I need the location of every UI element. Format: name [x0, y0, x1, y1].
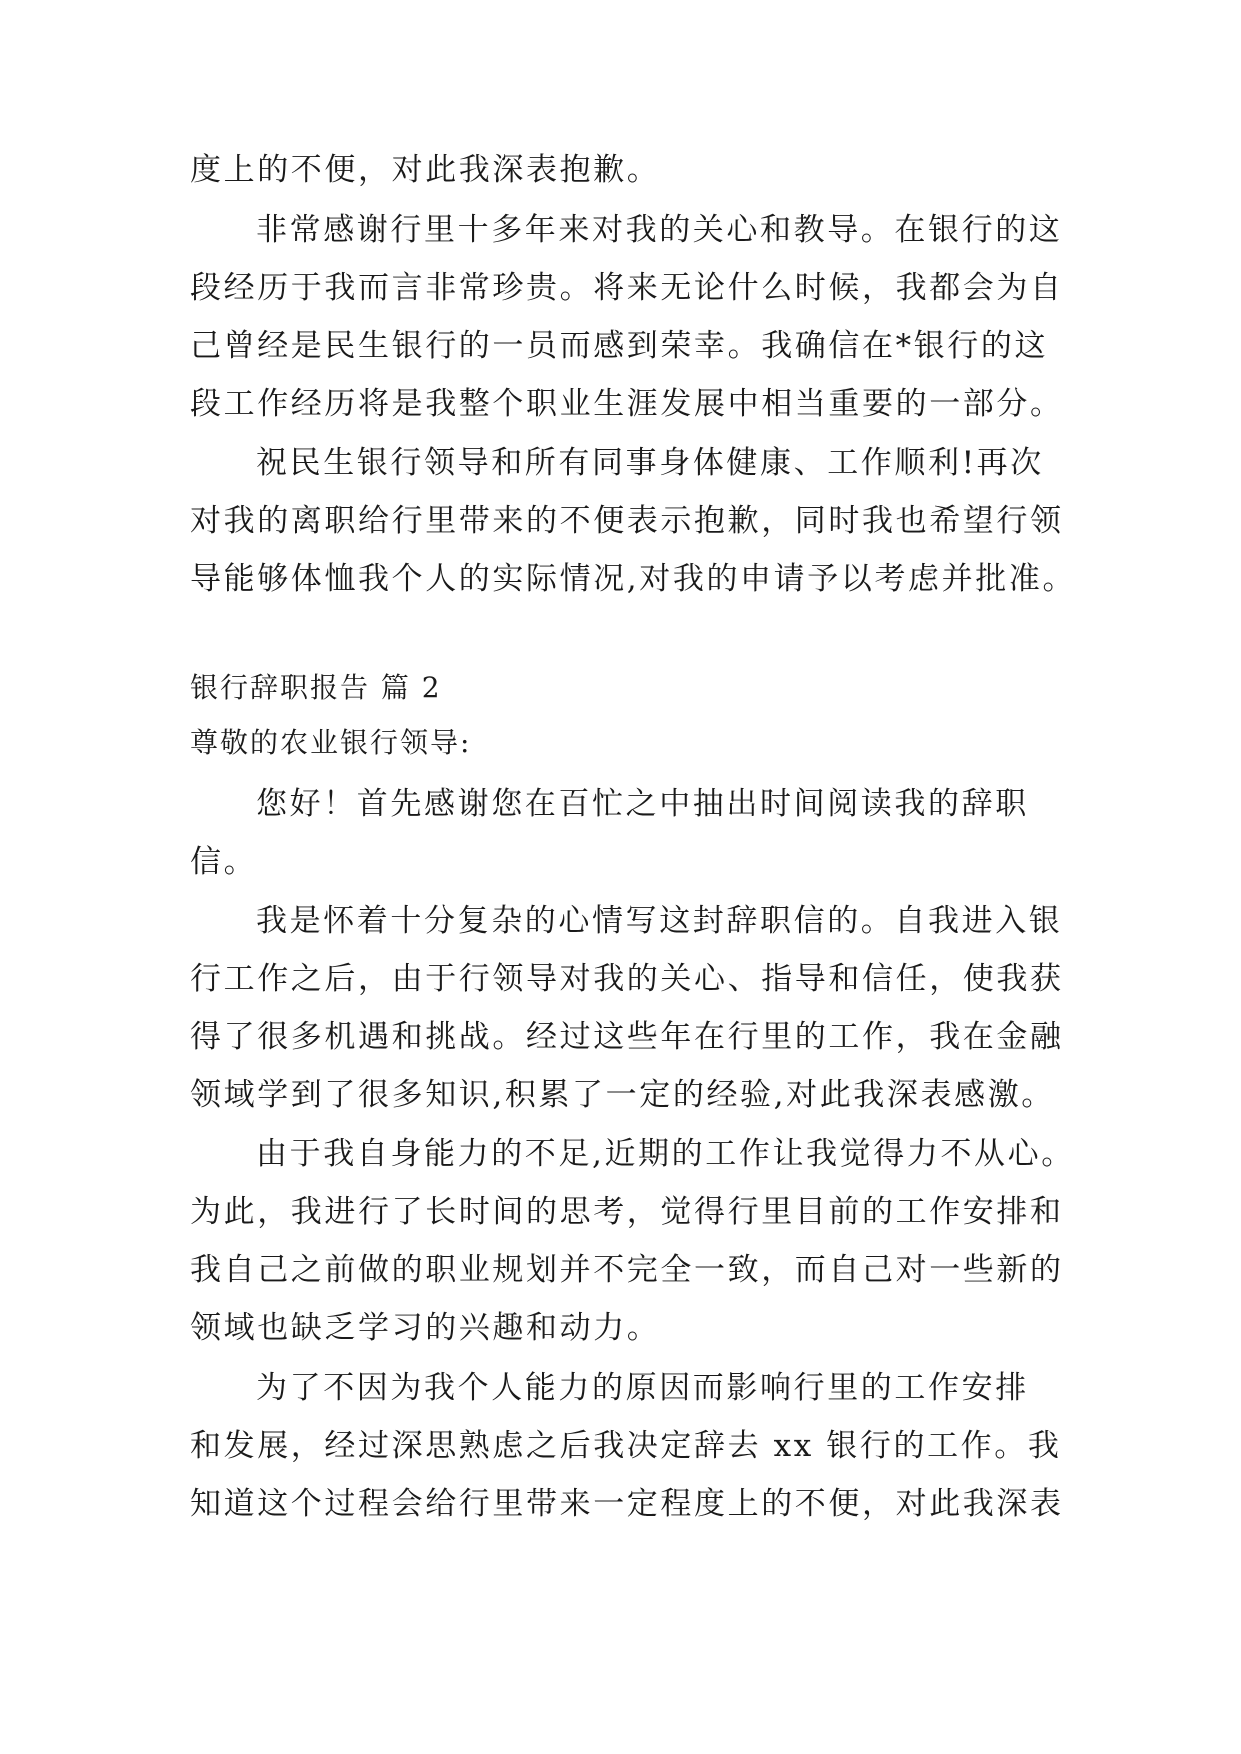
text-line: 领域学到了很多知识,积累了一定的经验,对此我深表感激。 [190, 1077, 1055, 1113]
text-line: 段工作经历将是我整个职业生涯发展中相当重要的一部分。 [190, 386, 1064, 422]
text-line: 得了很多机遇和挑战。经过这些年在行里的工作，我在金融 [190, 1019, 1064, 1055]
text-line: 知道这个过程会给行里带来一定程度上的不便，对此我深表 [190, 1486, 1064, 1522]
paragraph-start: 非常感谢行里十多年来对我的关心和教导。在银行的这 [256, 212, 1063, 248]
text-line: 度上的不便，对此我深表抱歉。 [190, 152, 661, 188]
text-line: 对我的离职给行里带来的不便表示抱歉，同时我也希望行领 [190, 503, 1064, 539]
text-line: 行工作之后，由于行领导对我的关心、指导和信任，使我获 [190, 961, 1064, 997]
paragraph-start: 您好！首先感谢您在百忙之中抽出时间阅读我的辞职 [256, 786, 1029, 822]
text-line: 导能够体恤我个人的实际情况,对我的申请予以考虑并批准。 [190, 561, 1077, 597]
paragraph-start: 我是怀着十分复杂的心情写这封辞职信的。自我进入银 [256, 903, 1063, 939]
text-line: 段经历于我而言非常珍贵。将来无论什么时候，我都会为自 [190, 270, 1064, 306]
text-line: 为此，我进行了长时间的思考，觉得行里目前的工作安排和 [190, 1194, 1064, 1230]
paragraph-start: 由于我自身能力的不足,近期的工作让我觉得力不从心。 [256, 1136, 1075, 1172]
paragraph-start: 祝民生银行领导和所有同事身体健康、工作顺利!再次 [256, 445, 1044, 481]
text-line: 领域也缺乏学习的兴趣和动力。 [190, 1310, 661, 1346]
paragraph-start: 为了不因为我个人能力的原因而影响行里的工作安排 [256, 1370, 1029, 1406]
text-line: 和发展，经过深思熟虑之后我决定辞去 xx 银行的工作。我 [190, 1428, 1062, 1464]
section-heading: 银行辞职报告 篇 2 [190, 671, 442, 704]
text-line: 我自己之前做的职业规划并不完全一致，而自己对一些新的 [190, 1252, 1064, 1288]
salutation: 尊敬的农业银行领导: [190, 726, 472, 759]
text-line: 信。 [190, 844, 258, 880]
text-line: 己曾经是民生银行的一员而感到荣幸。我确信在*银行的这 [190, 328, 1049, 364]
